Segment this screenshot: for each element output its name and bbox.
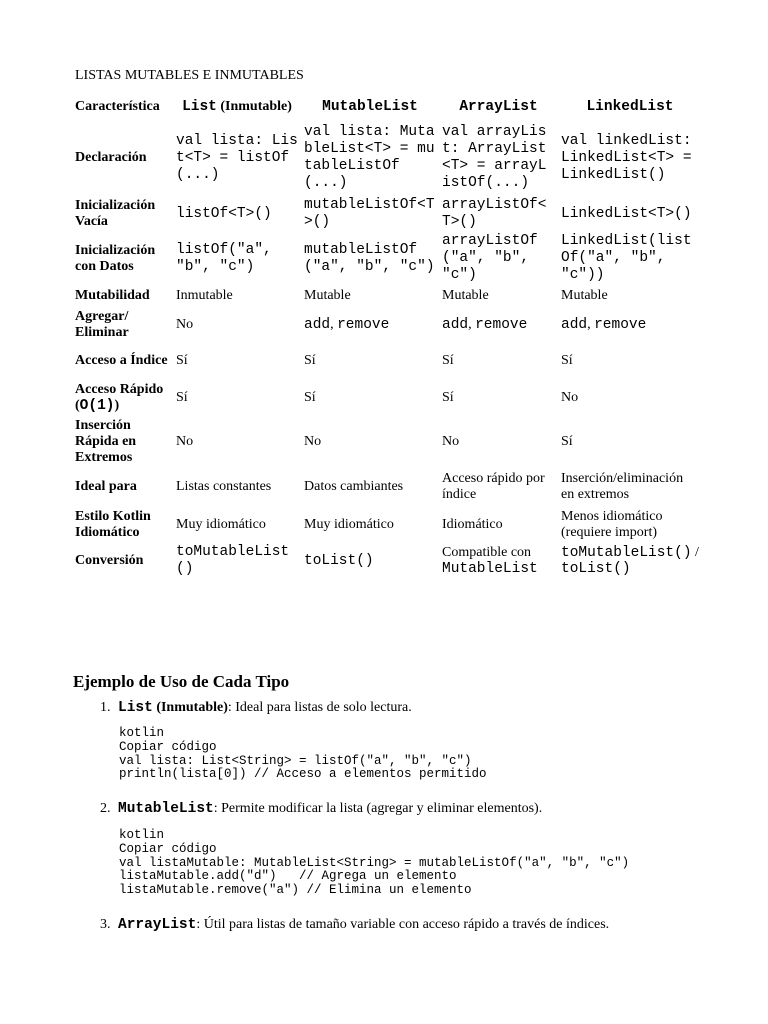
table-cell bbox=[558, 543, 702, 579]
cell-part: remove bbox=[337, 317, 390, 333]
table-cell: Idiomático bbox=[442, 517, 503, 532]
table-row bbox=[72, 120, 702, 196]
code-block: kotlin Copiar código val listaMutable: MutableList<String> = mutableListOf("a", "b", "c") listaMutable.add("d") // Agrega un elemento listaMutable.remove("a") // Elimina un elemento bbox=[119, 828, 630, 898]
column-header-text: ArrayList bbox=[459, 99, 538, 115]
page-title: LISTAS MUTABLES E INMUTABLES bbox=[75, 68, 304, 83]
example-lead: ArrayList bbox=[118, 917, 197, 933]
cell-part: add bbox=[304, 317, 331, 333]
cell-part: remove bbox=[594, 317, 647, 333]
example-item-arraylist bbox=[100, 917, 609, 933]
table-row bbox=[72, 507, 702, 543]
column-header bbox=[439, 94, 558, 120]
example-number: 1. bbox=[100, 700, 111, 715]
table-cell bbox=[439, 307, 558, 343]
table-cell: listOf<T>() bbox=[176, 205, 272, 222]
table-row bbox=[72, 417, 702, 467]
table-cell: Mutable bbox=[561, 288, 608, 303]
example-item-list bbox=[100, 700, 412, 716]
table-cell: mutableListOf("a", "b", "c") bbox=[304, 241, 435, 275]
column-header-text: LinkedList bbox=[586, 99, 674, 115]
examples-heading: Ejemplo de Uso de Cada Tipo bbox=[73, 672, 290, 691]
table-cell: Sí bbox=[176, 353, 188, 368]
table-row bbox=[72, 343, 702, 379]
table-cell: Sí bbox=[304, 390, 316, 405]
column-header-text: MutableList bbox=[322, 99, 418, 115]
table-cell: Sí bbox=[561, 434, 573, 449]
table-cell: arrayListOf("a", "b", "c") bbox=[442, 233, 538, 283]
example-lead: MutableList bbox=[118, 801, 214, 817]
table-cell: LinkedList<T>() bbox=[561, 205, 692, 222]
table-cell: No bbox=[176, 317, 194, 332]
table-cell: toMutableList() bbox=[176, 544, 290, 577]
row-header: Agregar/ Eliminar bbox=[75, 309, 129, 340]
code-block: kotlin Copiar código val lista: List<String> = listOf("a", "b", "c") println(lista[0]) // Acceso a elementos permitido bbox=[119, 726, 487, 782]
example-number: 3. bbox=[100, 917, 111, 932]
cell-part: add bbox=[442, 317, 469, 333]
table-cell: Menos idiomático (requiere import) bbox=[561, 509, 663, 540]
column-header bbox=[558, 94, 702, 120]
table-cell: Muy idiomático bbox=[176, 517, 266, 532]
table-cell: Listas constantes bbox=[176, 479, 272, 494]
table-cell: Sí bbox=[304, 353, 316, 368]
cell-part: , bbox=[587, 317, 595, 332]
row-header: Inicialización Vacía bbox=[75, 198, 156, 229]
table-cell: No bbox=[304, 434, 322, 449]
row-header: Ideal para bbox=[75, 479, 137, 494]
example-text: : Permite modificar la lista (agregar y eliminar elementos). bbox=[213, 801, 543, 816]
cell-part: MutableList bbox=[442, 561, 538, 577]
row-header: Mutabilidad bbox=[75, 288, 150, 303]
table-cell: Sí bbox=[442, 390, 454, 405]
table-cell: Inmutable bbox=[176, 288, 233, 303]
table-row bbox=[72, 379, 702, 417]
table-cell: Inserción/eliminación en extremos bbox=[561, 471, 684, 502]
row-header-part: ) bbox=[114, 398, 120, 413]
table-header-row bbox=[72, 94, 702, 120]
table-cell: mutableListOf<T>() bbox=[304, 197, 435, 230]
example-number: 2. bbox=[100, 801, 111, 816]
cell-part: toList() bbox=[561, 561, 631, 577]
cell-part: / bbox=[691, 545, 699, 560]
column-header bbox=[72, 94, 173, 120]
cell-part: , bbox=[468, 317, 476, 332]
column-header bbox=[301, 94, 439, 120]
table-cell: val arrayList: ArrayList<T> = arrayListOf(...) bbox=[442, 124, 547, 191]
table-cell bbox=[439, 543, 558, 579]
row-header: Estilo Kotlin Idiomático bbox=[75, 509, 151, 540]
table-row bbox=[72, 285, 702, 307]
table-cell: Acceso rápido por índice bbox=[442, 471, 545, 502]
table-cell: Mutable bbox=[304, 288, 351, 303]
row-header: Inserción Rápida en Extremos bbox=[75, 418, 137, 465]
table-cell: Sí bbox=[561, 353, 573, 368]
table-cell: Mutable bbox=[442, 288, 489, 303]
table-cell: No bbox=[561, 390, 579, 405]
example-text: : Útil para listas de tamaño variable con acceso rápido a través de índices. bbox=[196, 917, 610, 932]
cell-part: add bbox=[561, 317, 588, 333]
cell-part: , bbox=[330, 317, 338, 332]
table-cell: arrayListOf<T>() bbox=[442, 197, 547, 230]
table-cell: No bbox=[442, 434, 460, 449]
table-cell bbox=[558, 307, 702, 343]
row-header: Declaración bbox=[75, 150, 147, 165]
row-header: Inicialización con Datos bbox=[75, 242, 156, 274]
table-cell bbox=[301, 307, 439, 343]
example-item-mutablelist bbox=[100, 801, 542, 817]
table-cell: val lista: MutableList<T> = mutableListOf(...) bbox=[304, 124, 435, 191]
table-body bbox=[72, 120, 702, 579]
table-cell: No bbox=[176, 434, 194, 449]
cell-part: toMutableList() bbox=[561, 545, 692, 561]
table-cell: toList() bbox=[304, 552, 374, 569]
example-lead: List bbox=[118, 700, 153, 716]
column-header bbox=[173, 94, 301, 120]
column-header-text: List bbox=[182, 99, 217, 115]
row-header-part: O(1) bbox=[79, 398, 115, 414]
table-cell: val linkedList: LinkedList<T> = LinkedList() bbox=[561, 132, 692, 183]
table-row bbox=[72, 196, 702, 232]
example-lead-suffix: (Inmutable) bbox=[152, 700, 228, 715]
table-cell: Sí bbox=[442, 353, 454, 368]
table-cell: val lista: List<T> = listOf(...) bbox=[176, 132, 298, 183]
table-cell: listOf("a", "b", "c") bbox=[176, 241, 272, 275]
table-row bbox=[72, 232, 702, 285]
example-text: : Ideal para listas de solo lectura. bbox=[227, 700, 412, 715]
comparison-table bbox=[72, 94, 702, 579]
column-header-suffix: (Inmutable) bbox=[216, 99, 292, 114]
table-row bbox=[72, 307, 702, 343]
row-header: Acceso a Índice bbox=[75, 353, 168, 368]
table-cell: LinkedList(listOf("a", "b", "c")) bbox=[561, 233, 692, 283]
table-row bbox=[72, 467, 702, 507]
cell-part: remove bbox=[475, 317, 528, 333]
column-header-text: Característica bbox=[75, 99, 160, 114]
cell-part: Compatible con bbox=[442, 545, 532, 560]
table-cell: Muy idiomático bbox=[304, 517, 394, 532]
row-header: Conversión bbox=[75, 553, 144, 568]
row-header bbox=[72, 379, 173, 417]
table-cell: Sí bbox=[176, 390, 188, 405]
row-header-part: Acceso Rápido ( bbox=[75, 382, 164, 413]
table-cell: Datos cambiantes bbox=[304, 479, 404, 494]
table-row bbox=[72, 543, 702, 579]
